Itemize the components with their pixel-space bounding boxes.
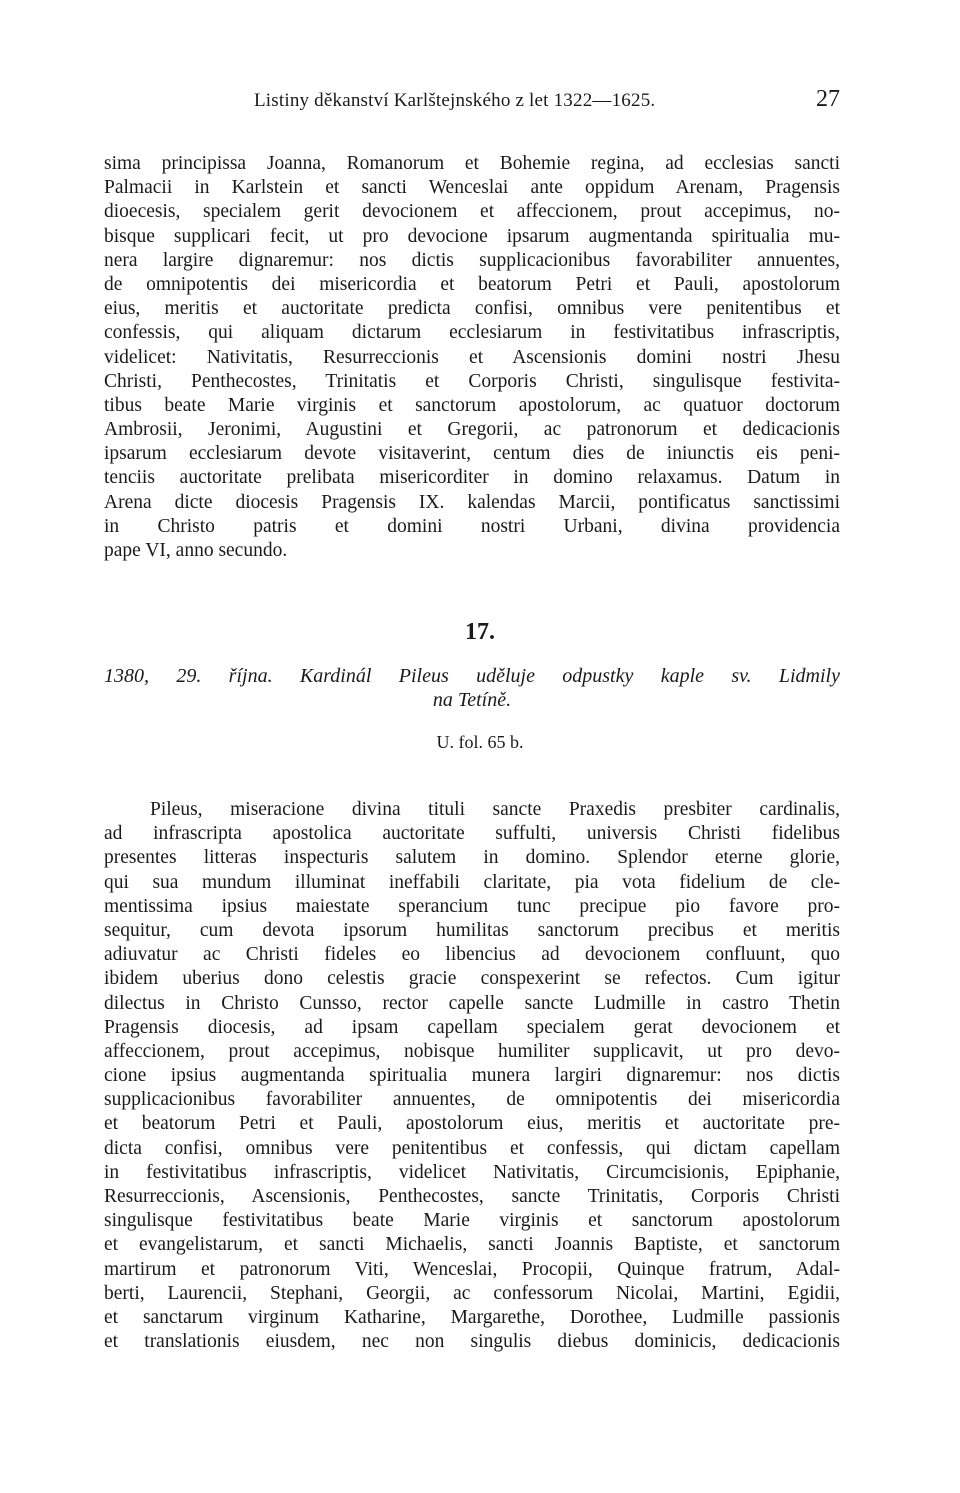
text-line: confessis, qui aliquam dictarum ecclesiarum in festivitatibus infrascriptis, <box>104 322 840 344</box>
text-line: tibus beate Marie virginis et sanctorum apostolorum, ac quatuor doctorum <box>104 394 840 416</box>
text-line: supplicacionibus favorabiliter annuentes, de omnipotentis dei misericordia <box>104 1089 840 1111</box>
text-line: dicta confisi, omnibus vere penitentibus et confessis, qui dictam capellam <box>104 1137 840 1159</box>
text-line: videlicet: Nativitatis, Resurreccionis et Ascensionis domini nostri Jhesu <box>104 346 840 368</box>
page-number: 27 <box>816 86 840 112</box>
text-line: et beatorum Petri et Pauli, apostolorum eius, meritis et auctoritate pre- <box>104 1113 840 1135</box>
text-line: in Christo patris et domini nostri Urbani, divina providencia <box>104 515 840 537</box>
text-line: martirum et patronorum Viti, Wenceslai, Procopii, Quinque fratrum, Adal- <box>104 1258 840 1280</box>
document-heading <box>104 664 840 712</box>
text-line: bisque supplicari fecit, ut pro devocione ipsarum augmentanda spiritualia mu- <box>104 225 840 247</box>
document-text-block <box>104 798 840 1354</box>
text-line: sima principissa Joanna, Romanorum et Bohemie regina, ad ecclesias sancti <box>104 153 840 174</box>
text-line: Christi, Penthecostes, Trinitatis et Corporis Christi, singulisque festivita- <box>104 370 840 392</box>
text-line: ibidem uberius dono celestis gracie conspexerint se refectos. Cum igitur <box>104 968 840 990</box>
text-line: affeccionem, prout accepimus, nobisque humiliter supplicavit, ut pro devo- <box>104 1040 840 1062</box>
running-head <box>104 86 840 120</box>
running-title: Listiny děkanství Karlštejnského z let 1322—1625. <box>254 90 656 111</box>
text-line: cione ipsius augmentanda spiritualia munera largiri dignaremur: nos dictis <box>104 1065 840 1087</box>
text-line: Resurreccionis, Ascensionis, Penthecostes, sancte Trinitatis, Corporis Christi <box>104 1186 840 1207</box>
text-line: de omnipotentis dei misericordia et beatorum Petri et Pauli, apostolorum <box>104 273 840 295</box>
text-line: singulisque festivitatibus beate Marie virginis et sanctorum apostolorum <box>104 1210 840 1232</box>
document-number: 17. <box>465 619 495 645</box>
text-line: dioecesis, specialem gerit devocionem et affeccionem, prout accepimus, no- <box>104 201 840 223</box>
text-line: dilectus in Christo Cunsso, rector capelle sancte Ludmille in castro Thetin <box>104 992 840 1014</box>
text-line: Arena dicte diocesis Pragensis IX. kalendas Marcii, pontificatus sanctissimi <box>104 491 840 513</box>
text-line: Ambrosii, Jeronimi, Augustini et Gregorii, ac patronorum et dedicacionis <box>104 419 840 441</box>
text-line: qui sua mundum illuminat ineffabili claritate, pia vota fidelium de cle- <box>104 871 840 893</box>
text-line: ad infrascripta apostolica auctoritate suffulti, universis Christi fidelibus <box>104 823 840 845</box>
text-line: Palmacii in Karlstein et sancti Wenceslai ante oppidum Arenam, Pragensis <box>104 177 840 199</box>
text-line: eius, meritis et auctoritate predicta confisi, omnibus vere penitentibus et <box>104 298 840 320</box>
text-line: adiuvatur ac Christi fideles eo libencius ad devocionem confluunt, quo <box>104 944 840 966</box>
heading-line: 1380, 29. října. Kardinál Pileus uděluje odpustky kaple sv. Lidmily <box>104 665 840 687</box>
source-reference: U. fol. 65 b. <box>436 732 524 752</box>
text-line: sequitur, cum devota ipsorum humilitas sanctorum precibus et meritis <box>104 919 840 941</box>
text-line: et sanctarum virginum Katharine, Margarethe, Dorothee, Ludmille passionis <box>104 1306 840 1328</box>
text-line: berti, Laurencii, Stephani, Georgii, ac confessorum Nicolai, Martini, Egidii, <box>104 1282 840 1304</box>
text-line: Pragensis diocesis, ad ipsam capellam specialem gerat devocionem et <box>104 1016 840 1038</box>
text-line: presentes litteras inspecturis salutem in domino. Splendor eterne glorie, <box>104 847 840 869</box>
text-line: Pileus, miseracione divina tituli sancte Praxedis presbiter cardinalis, <box>150 799 840 820</box>
text-line: nera largire dignaremur: nos dictis supplicacionibus favorabiliter annuentes, <box>104 249 840 271</box>
text-line: et evangelistarum, et sancti Michaelis, sancti Joannis Baptiste, et sanctorum <box>104 1234 840 1256</box>
text-line: pape VI, anno secundo. <box>104 540 288 561</box>
text-line: mentissima ipsius maiestate sperancium tunc precipue pio favore pro- <box>104 895 840 917</box>
text-line: ipsarum ecclesiarum devote visitaverint, centum dies de iniunctis eis peni- <box>104 443 840 465</box>
text-line: in festivitatibus infrascriptis, videlicet Nativitatis, Circumcisionis, Epiphanie, <box>104 1161 840 1183</box>
text-line: tenciis auctoritate prelibata misericorditer in domino relaxamus. Datum in <box>104 467 840 489</box>
text-line: et translationis eiusdem, nec non singulis diebus dominicis, dedicacionis <box>104 1331 840 1353</box>
heading-line: na Tetíně. <box>432 689 512 711</box>
continued-text-block <box>104 152 840 563</box>
